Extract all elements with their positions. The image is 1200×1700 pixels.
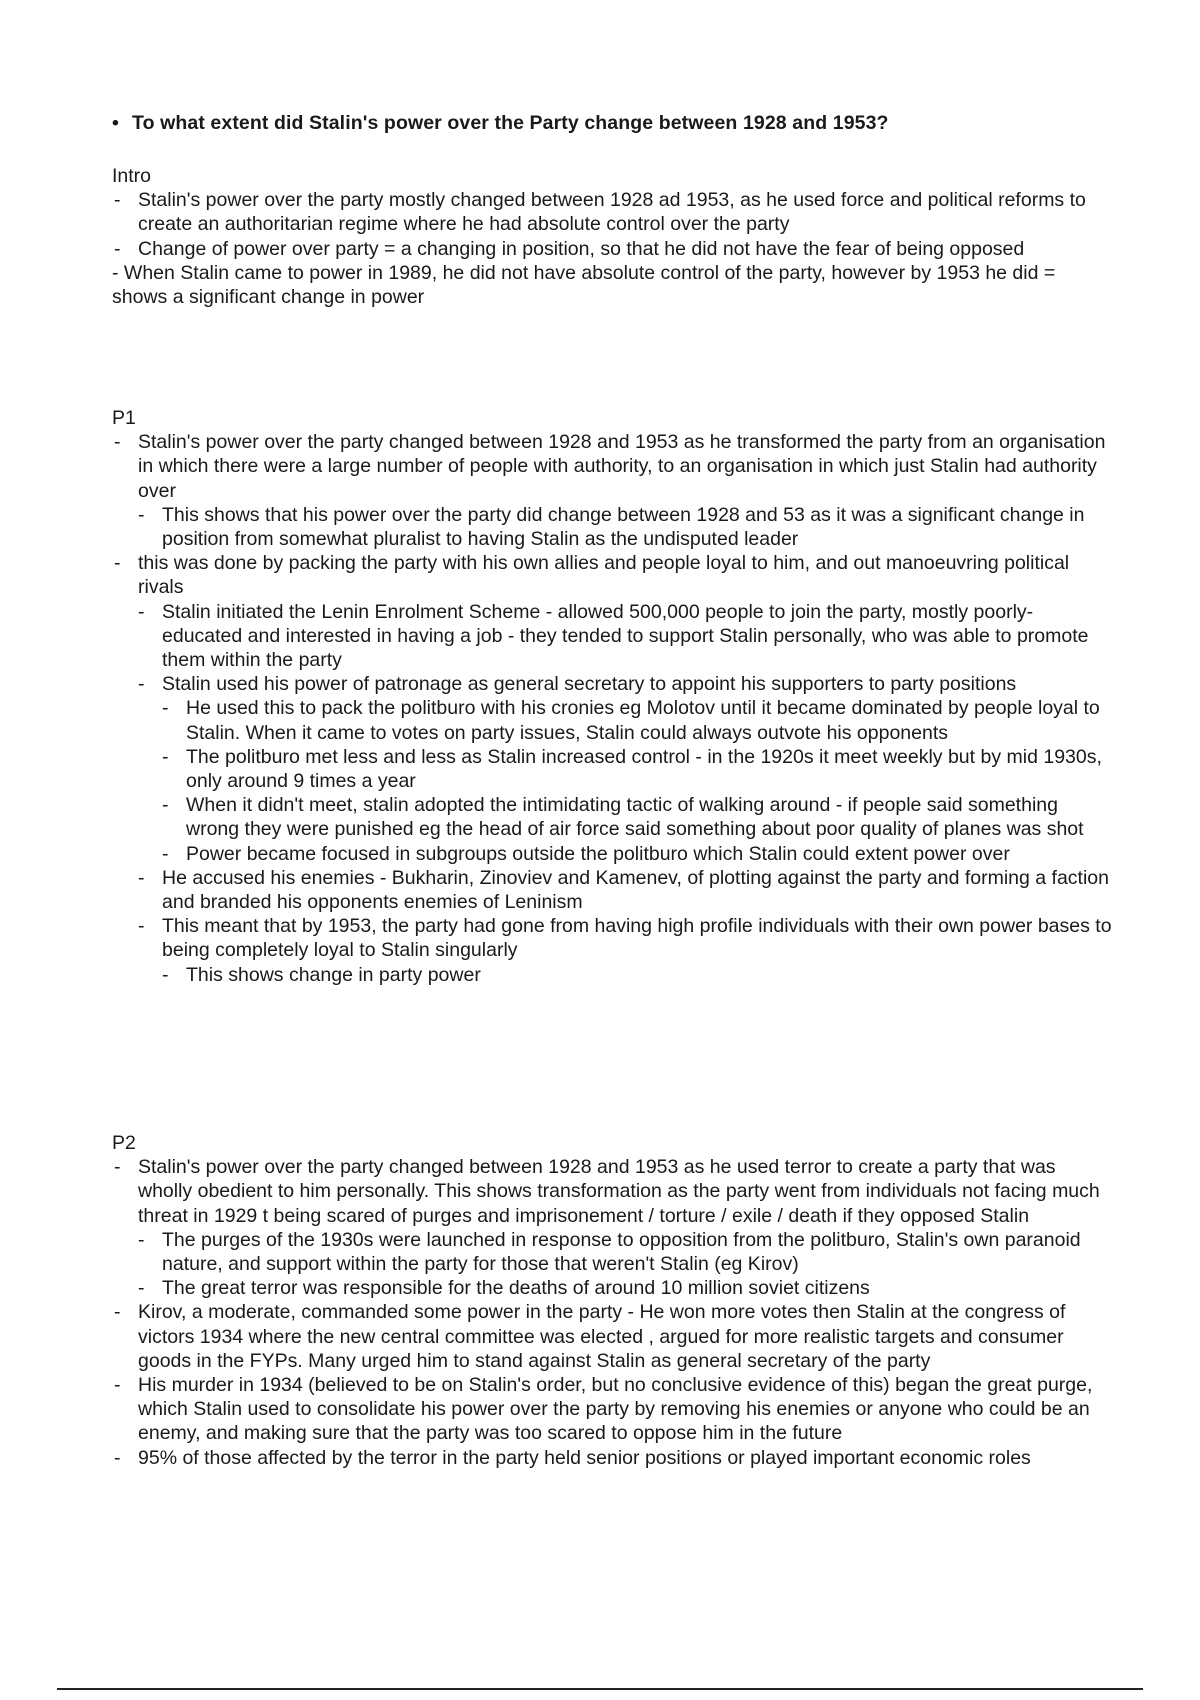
item-text: He accused his enemies - Bukharin, Zinoviev and Kamenev, of plotting against the party and forming a faction and branded his opponents enemies of Leninism	[162, 866, 1109, 914]
list-item	[112, 188, 1112, 236]
list-item	[112, 963, 1112, 987]
list-item	[112, 551, 1112, 599]
list-item	[112, 672, 1112, 696]
dash-icon: -	[114, 1156, 121, 1179]
item-text: 95% of those affected by the terror in the party held senior positions or played important economic roles	[138, 1446, 1031, 1469]
dash-icon: -	[114, 552, 121, 575]
footer-divider	[57, 1688, 1143, 1690]
dash-icon: -	[162, 745, 169, 768]
list-item	[112, 503, 1112, 551]
list-item	[112, 600, 1112, 673]
dash-icon: -	[114, 1374, 121, 1397]
dash-icon: -	[162, 842, 169, 865]
item-text: Stalin used his power of patronage as general secretary to appoint his supporters to party positions	[162, 673, 1017, 696]
list-item	[112, 696, 1112, 744]
list-item	[112, 1446, 1112, 1470]
dash-icon: -	[138, 673, 145, 696]
list-item	[112, 1276, 1112, 1300]
item-text: - When Stalin came to power in 1989, he did not have absolute control of the party, however by 1953 he did = shows a significant change in power	[112, 261, 1056, 309]
dash-icon: -	[162, 963, 169, 986]
list-item	[112, 1155, 1112, 1228]
dash-icon: -	[162, 794, 169, 817]
question-text: To what extent did Stalin's power over the Party change between 1928 and 1953?	[132, 112, 889, 134]
item-text: The great terror was responsible for the deaths of around 10 million soviet citizens	[162, 1277, 870, 1300]
dash-icon: -	[114, 189, 121, 212]
dash-icon: -	[114, 1446, 121, 1469]
list-item	[112, 793, 1112, 841]
item-text: Power became focused in subgroups outside the politburo which Stalin could extent power over	[186, 842, 1010, 865]
dash-icon: -	[114, 237, 121, 260]
p1-section	[112, 406, 1112, 987]
item-text: Change of power over party = a changing in position, so that he did not have the fear of being opposed	[138, 237, 1025, 260]
list-item	[112, 1228, 1112, 1276]
item-text: His murder in 1934 (believed to be on Stalin's order, but no conclusive evidence of this) began the great purge, which Stalin used to consolidate his power over the party by removing his enemies or anyone who could be an enemy, and making sure that the party was too scared to oppose him in the future	[138, 1374, 1093, 1445]
dash-icon: -	[138, 915, 145, 938]
dash-icon: -	[138, 600, 145, 623]
item-text: When it didn't meet, stalin adopted the intimidating tactic of walking around - if people said something wrong they were punished eg the head of air force said something about poor quality of planes was shot	[186, 794, 1084, 841]
list-item	[112, 842, 1112, 866]
list-item	[112, 914, 1112, 962]
dash-icon: -	[162, 697, 169, 720]
item-text: this was done by packing the party with his own allies and people loyal to him, and out manoeuvring political rivals	[138, 552, 1070, 599]
item-text: Stalin's power over the party mostly changed between 1928 ad 1953, as he used force and political reforms to create an authoritarian regime where he had absolute control over the party	[138, 189, 1086, 236]
p2-section	[112, 1131, 1112, 1470]
list-item	[112, 1300, 1112, 1373]
bullet-icon: •	[112, 112, 119, 134]
dash-icon: -	[114, 1301, 121, 1324]
intro-section	[112, 164, 1112, 309]
item-text: Stalin's power over the party changed between 1928 and 1953 as he transformed the party from an organisation in which there were a large number of people with authority, to an organisation in which just Stalin had authority over	[138, 431, 1106, 502]
dash-icon: -	[138, 1228, 145, 1251]
item-text: Kirov, a moderate, commanded some power in the party - He won more votes then Stalin at the congress of victors 1934 where the new central committee was elected , argued for more realistic targets and consumer goods in the FYPs. Many urged him to stand against Stalin as general secretary of the party	[138, 1301, 1066, 1372]
list-item	[112, 1373, 1112, 1446]
item-text: Stalin initiated the Lenin Enrolment Scheme - allowed 500,000 people to join the party, mostly poorly-educated and interested in having a job - they tended to support Stalin personally, who was able to promote them within the party	[162, 600, 1089, 672]
item-text: This meant that by 1953, the party had gone from having high profile individuals with their own power bases to being completely loyal to Stalin singularly	[162, 915, 1112, 962]
section-heading: P1	[112, 407, 136, 429]
item-text: The purges of the 1930s were launched in response to opposition from the politburo, Stalin's own paranoid nature, and support within the party for those that weren't Stalin (eg Kirov)	[162, 1228, 1081, 1276]
list-item	[112, 430, 1112, 503]
item-text: He used this to pack the politburo with his cronies eg Molotov until it became dominated by people loyal to Stalin. When it came to votes on party issues, Stalin could always outvote his opponents	[186, 697, 1100, 744]
dash-icon: -	[138, 1277, 145, 1300]
item-text: This shows change in party power	[186, 963, 481, 986]
section-heading: Intro	[112, 165, 152, 187]
dash-icon: -	[138, 866, 145, 889]
section-heading: P2	[112, 1132, 136, 1154]
item-text: Stalin's power over the party changed between 1928 and 1953 as he used terror to create a party that was wholly obedient to him personally. This shows transformation as the party went from individuals not facing much threat in 1929 t being scared of purges and imprisonement / torture / exile / death if they opposed Stalin	[138, 1156, 1100, 1227]
dash-icon: -	[114, 431, 121, 454]
list-item	[112, 237, 1112, 261]
item-text: The politburo met less and less as Stalin increased control - in the 1920s it meet weekly but by mid 1930s, only around 9 times a year	[186, 745, 1102, 793]
dash-icon: -	[138, 503, 145, 526]
list-item-flat	[112, 261, 1112, 309]
list-item	[112, 866, 1112, 914]
list-item	[112, 745, 1112, 793]
item-text: This shows that his power over the party did change between 1928 and 53 as it was a significant change in position from somewhat pluralist to having Stalin as the undisputed leader	[162, 503, 1085, 551]
